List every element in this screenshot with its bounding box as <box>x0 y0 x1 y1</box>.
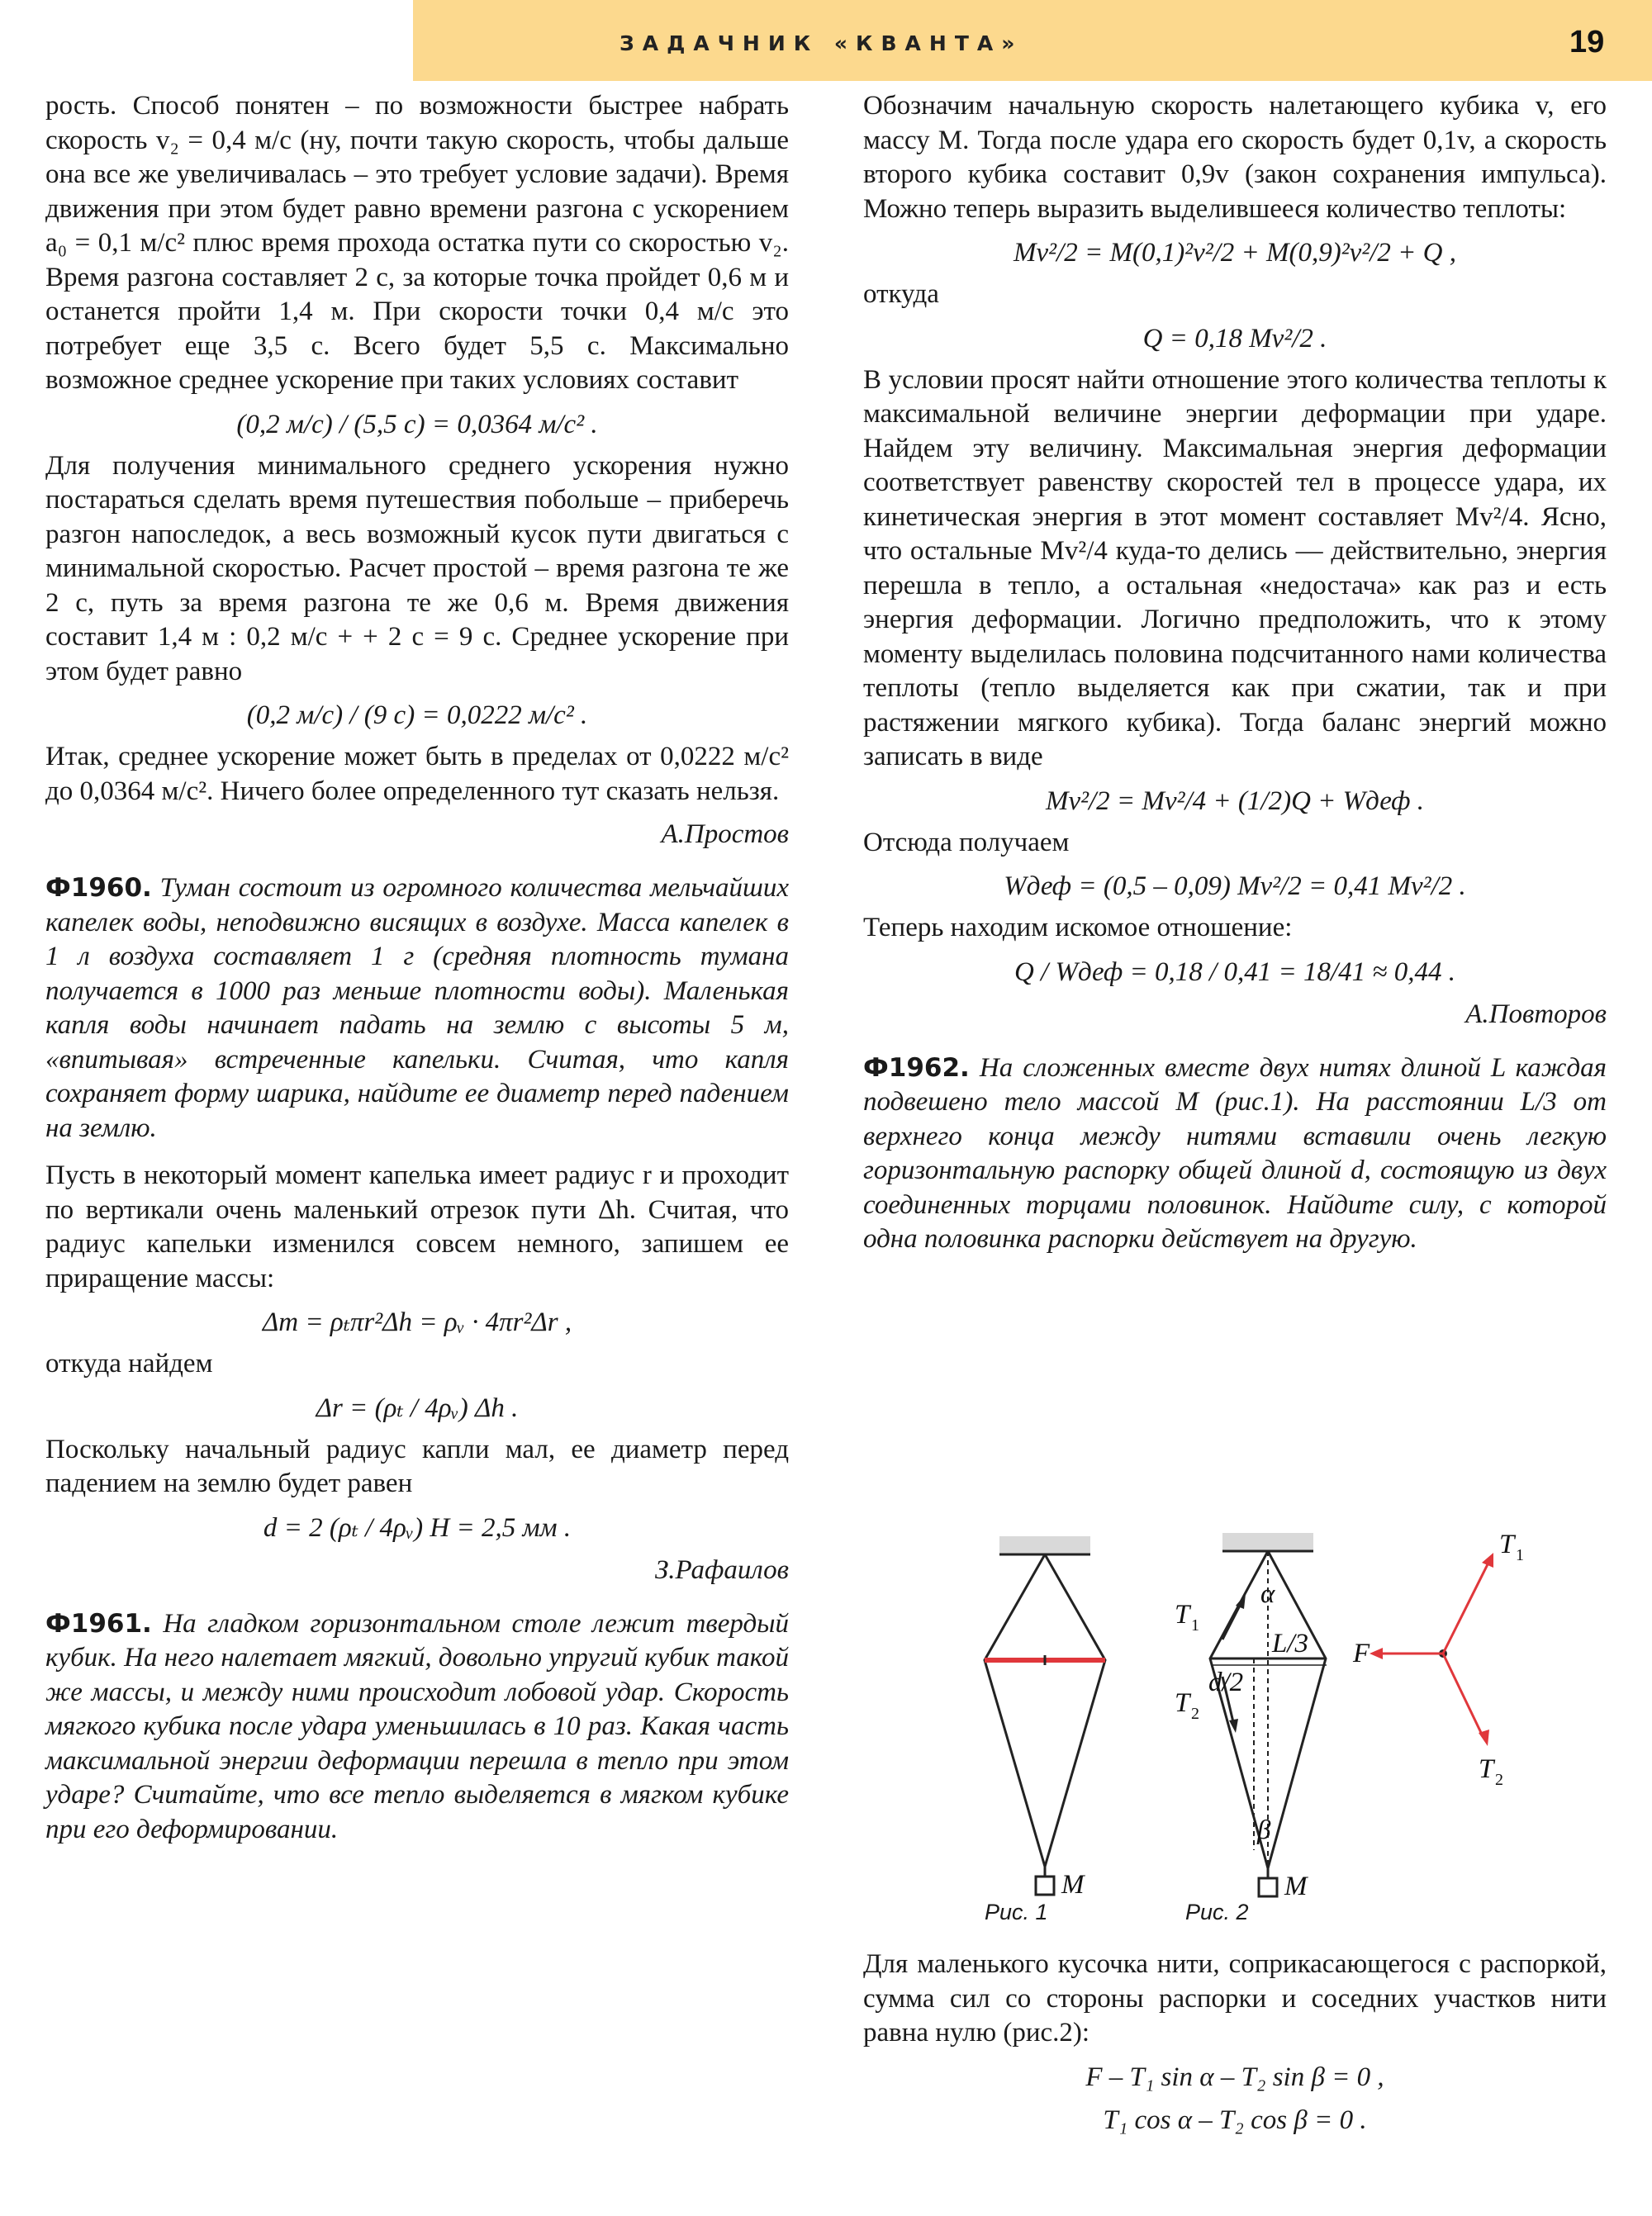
paragraph: Для маленького кусочка нити, соприкасающегося с распоркой, сумма сил со стороны распорки и соседних участков нити равна нулю (рис.2): <box>863 1949 1607 2048</box>
mass-block <box>1259 1878 1277 1896</box>
figure-caption: Рис. 1 <box>985 1900 1048 1924</box>
paragraph: Для получения минимального среднего ускорения нужно постараться сделать время путешествия побольше – приберечь разгон напоследок, а весь возможный кусок пути двигаться с минимальной скоростью. Расчет простой – время разгона те же 2 с, путь за время разгона те же 0,6 м. Время движения составит 1,4 м : 0,2 м/с + + 2 с = 9 с. Среднее ускорение при этом будет равно <box>45 450 789 686</box>
force-label-f: F <box>1353 1639 1370 1668</box>
figure-drawing <box>950 1520 1627 1933</box>
equation: Mv²/2 = M(0,1)²v²/2 + M(0,9)²v²/2 + Q , <box>1014 238 1456 268</box>
equation: F – T₁ sin α – T₂ sin β = 0 , <box>1085 2062 1384 2092</box>
right-column-after-figure <box>863 1948 1607 2145</box>
figure-caption: Рис. 2 <box>1185 1900 1249 1924</box>
angle-beta-label: β <box>1257 1815 1271 1845</box>
paragraph: Итак, среднее ускорение может быть в пределах от 0,0222 м/с² до 0,0364 м/с². Ничего более определенного тут сказать нельзя. <box>45 742 789 806</box>
equation: Mv²/2 = Mv²/4 + (1/2)Q + Wдеф . <box>1045 785 1425 816</box>
mass-label: M <box>1061 1870 1085 1900</box>
tension-label-t2: T <box>1175 1688 1190 1718</box>
mass-block <box>1036 1877 1054 1895</box>
tension-label-t1: T <box>1175 1600 1190 1630</box>
paragraph: рость. Способ понятен – по возможности быстрее набрать скорость v₂ = 0,4 м/с (ну, почти такую скорость, чтобы дальше она все же увеличивалась – это требует условие задачи). Время движения при этом будет равно времени разгона с ускорением a₀ = 0,1 м/с² плюс время прохода остатка пути со скоростью v₂. Время разгона составляет 2 с, за которые точка пройдет 0,6 м и останется пройти 1,4 м. При скорости точки 0,4 м/с это потребует еще 3,5 с. Всего будет 5,5 с. Максимально возможное среднее ускорение при таких условиях составит <box>45 91 789 395</box>
mass-label: M <box>1284 1872 1308 1901</box>
equation: Δm = ρₜπr²Δh = ρᵥ · 4πr²Δr , <box>262 1307 572 1337</box>
author-signature: А.Простов <box>661 819 789 849</box>
paragraph: Пусть в некоторый момент капелька имеет радиус r и проходит по вертикали очень маленький отрезок пути Δh. Считая, что радиус капельки изменился совсем немного, запишем ее приращение массы: <box>45 1160 789 1293</box>
problem-statement: На гладком горизонтальном столе лежит твердый кубик. На него налетает мягкий, довольно упругий кубик такой же массы, и между ними происходит лобовой удар. Скорость мягкого кубика после удара уменьшилась в 10 раз. Какая часть максимальной энергии деформации перешла в тепло при этом ударе? Считайте, что все тепло выделяется в мягком кубике при его деформировании. <box>45 1608 790 1844</box>
problem-f1962 <box>863 1051 1607 1257</box>
problem-f1960 <box>45 871 789 1146</box>
paragraph: откуда <box>863 279 939 309</box>
right-column <box>863 89 1607 1270</box>
arrow-head <box>1370 1648 1383 1659</box>
tension-label-t2: T <box>1479 1754 1494 1784</box>
force-arrow-t2 <box>1443 1654 1483 1736</box>
subscript: 1 <box>1516 1546 1524 1564</box>
string-right <box>1268 1551 1326 1868</box>
equation: Q = 0,18 Mv²/2 . <box>1142 323 1327 354</box>
author-signature: А.Повторов <box>1465 999 1607 1029</box>
figure-strings-spacer <box>950 1520 1627 1933</box>
equation: (0,2 м/с) / (9 с) = 0,0222 м/с² . <box>246 700 588 730</box>
subscript: 2 <box>1495 1771 1503 1789</box>
tension-arrow <box>1222 1602 1241 1639</box>
angle-alpha-label: α <box>1260 1579 1275 1609</box>
left-column <box>45 89 789 1860</box>
ceiling-support <box>999 1536 1090 1554</box>
equation: (0,2 м/с) / (5,5 с) = 0,0364 м/с² . <box>236 409 598 439</box>
subscript: 1 <box>1191 1616 1199 1635</box>
length-label-l3: L/3 <box>1272 1629 1309 1658</box>
paragraph: откуда найдем <box>45 1349 213 1378</box>
equation: Wдеф = (0,5 – 0,09) Mv²/2 = 0,41 Mv²/2 . <box>1004 871 1466 901</box>
problem-id: Ф1962. <box>863 1052 970 1083</box>
string-right <box>1045 1554 1105 1867</box>
tension-label-t1: T <box>1499 1530 1515 1559</box>
header-bar <box>413 0 1652 81</box>
page-number: 19 <box>1569 25 1605 59</box>
equation: Δr = (ρₜ / 4ρᵥ) Δh . <box>316 1393 519 1423</box>
problem-statement: Туман состоит из огромного количества мельчайших капелек воды, неподвижно висящих в воздухе. Масса капелек в 1 л воздуха составляет 1 г (средняя плотность тумана получается в 1000 раз меньше плотности воды). Маленькая капля воды начинает падать на землю с высоты 5 м, «впитывая» встреченные капельки. Считая, что капля сохраняет форму шарика, найдите ее диаметр перед падением на землю. <box>45 873 790 1143</box>
string-left <box>985 1554 1045 1867</box>
equation: T₁ cos α – T₂ cos β = 0 . <box>1103 2104 1367 2135</box>
paragraph: Поскольку начальный радиус капли мал, ее диаметр перед падением на землю будет равен <box>45 1434 789 1498</box>
paragraph: Обозначим начальную скорость налетающего кубика v, его массу M. Тогда после удара его скорость будет 0,1v, а скорость второго кубика составит 0,9v (закон сохранения импульса). Можно теперь выразить выделившееся количество теплоты: <box>863 91 1607 224</box>
problem-id: Ф1961. <box>45 1608 152 1639</box>
force-arrow-t1 <box>1443 1563 1488 1654</box>
problem-id: Ф1960. <box>45 873 152 903</box>
paragraph: Теперь находим искомое отношение: <box>863 913 1293 942</box>
journal-section-title: ЗАДАЧНИК «КВАНТА» <box>620 31 1023 55</box>
length-label-d2: d/2 <box>1208 1668 1244 1697</box>
paragraph: Отсюда получаем <box>863 827 1070 857</box>
ceiling-support <box>1222 1533 1313 1551</box>
equation: Q / Wдеф = 0,18 / 0,41 = 18/41 ≈ 0,44 . <box>1014 956 1456 987</box>
paragraph: В условии просят найти отношение этого количества теплоты к максимальной величине энергии деформации при ударе. Найдем эту величину. Максимальная энергия деформации соответствует равенству скоростей тел в процессе удара, их кинетическая энергия в этот момент составляет Mv²/4. Ясно, что остальные Mv²/4 куда-то делись — действительно, энергия перешла в тепло, а остальная «недостача» как раз и есть энергия деформации. Логично предположить, что к этому моменту выделилась половина подсчитанного нами количества теплоты (тепло выделяется как при сжатии, так и при растяжении мягкого кубика). Тогда баланс энергий можно записать в виде <box>863 364 1607 771</box>
subscript: 2 <box>1191 1705 1199 1723</box>
problem-statement: На сложенных вместе двух нитях длиной L каждая подвешено тело массой M (рис.1). На расстоянии L/3 от верхнего конца между нитями вставили очень легкую горизонтальную распорку общей длиной d, состоящую из двух соединенных торцами половинок. Найдите силу, с которой одна половинка распорки действует на другую. <box>863 1052 1607 1254</box>
problem-f1961 <box>45 1607 789 1848</box>
author-signature: З.Рафаилов <box>654 1554 789 1585</box>
equation: d = 2 (ρₜ / 4ρᵥ) H = 2,5 мм . <box>263 1512 572 1543</box>
